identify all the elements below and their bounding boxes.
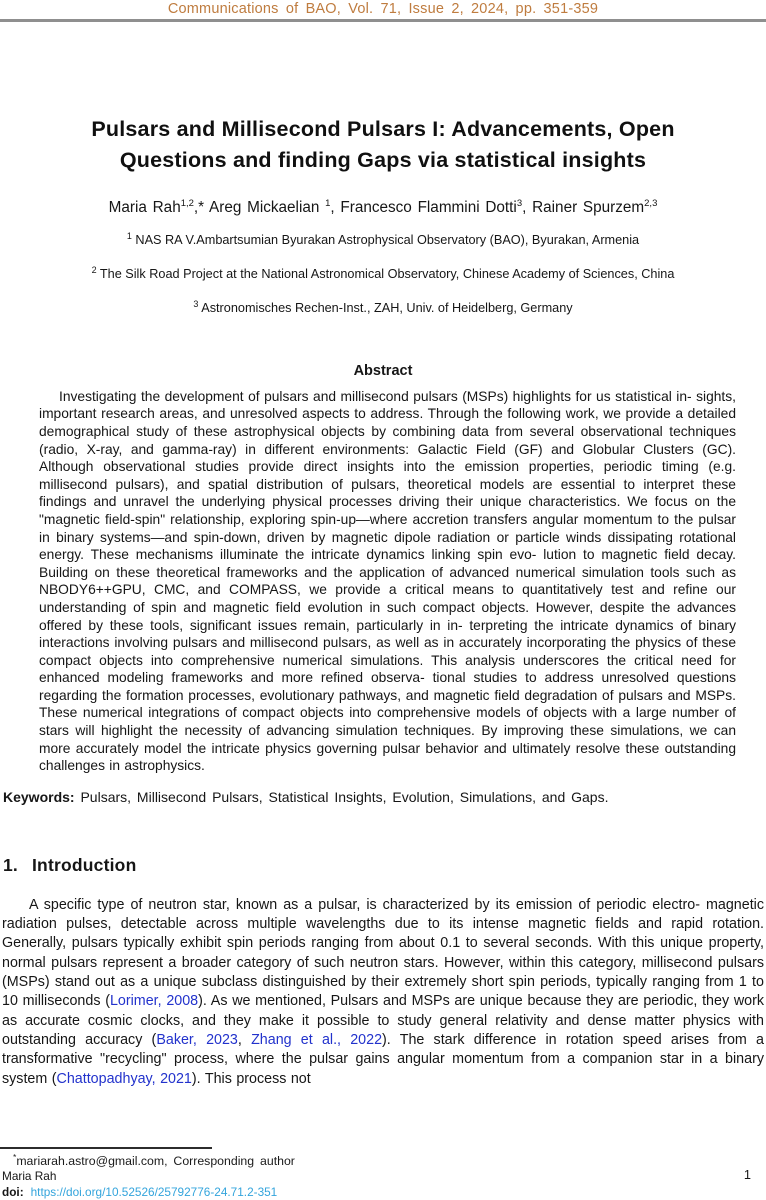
introduction-paragraph xyxy=(2,896,764,1089)
citation-link[interactable]: Zhang et al., 2022 xyxy=(251,1031,383,1048)
text-segment: ). This process not xyxy=(191,1070,311,1087)
superscript-text: 1,2 xyxy=(180,198,194,209)
author-line xyxy=(0,198,766,217)
footnote-divider-rule xyxy=(0,1147,212,1149)
superscript-text: 1 xyxy=(325,198,331,209)
superscript-text: 2,3 xyxy=(644,198,658,209)
page-number: 1 xyxy=(743,1167,751,1182)
superscript-text: 3 xyxy=(516,198,523,209)
doi-label: doi: xyxy=(2,1185,24,1199)
section-heading-introduction xyxy=(3,855,766,876)
abstract-heading: Abstract xyxy=(353,362,413,379)
paper-title-line-2: Questions and finding Gaps via statistical insights xyxy=(119,148,647,172)
paper-title-line-1: Pulsars and Millisecond Pulsars I: Advancements, Open xyxy=(91,117,675,141)
journal-header: Communications of BAO, Vol. 71, Issue 2, 2024, pp. 351-359 xyxy=(167,1,599,17)
abstract-text: Investigating the development of pulsars and millisecond pulsars (MSPs) highlights for us statistical in- sights, important research areas, and unresolved aspects to address. Through the following work, we provide a detailed demographical study of these astrophysical objects by combining data from several observational techniques (radio, X-ray, and gamma-ray) in different environments: Galactic Field (GF) and Globular Clusters (GC). Although observational studies provide direct insights into the emission properties, periodic timing (e.g. millisecond pulsars), and spatial distribution of pulsars, theoretical models are essential to interpret these findings and unravel the underlying physical processes driving their unique characteristics. We focus on the "magnetic field-spin" relationship, exploring spin-up—where accretion transfers angular momentum to the pulsar in binary systems—and spin-down, driven by magnetic dipole radiation or particle winds dissipating rotational energy. These mechanisms illuminate the intricate dynamics linking spin evo- lution to magnetic field decay. Building on these theoretical frameworks and the application of advanced numerical simulation tools such as NBODY6++GPU, CMC, and COMPASS, we provide a critical means to quantitatively test and refine our understanding of spin and magnetic field evolution in such compact objects. However, despite the advances offered by these tools, significant issues remain, particularly in in- terpreting the intricate dynamics of binary interactions involving pulsars and millisecond pulsars, as well as in accurately incorporating the physics of these compact objects into comprehensive numerical simulations. This analysis underscores the critical need for enhanced modeling frameworks and more refined observa- tional studies to address unresolved questions regarding the formation processes, evolutionary pathways, and magnetic field degradation of pulsars and MSPs. These numerical integrations of compact objects into comprehensive models of objects with a large number of stars will highlight the necessity of advancing simulation techniques. By improving these simulations, we can more accurately model the intricate physics governing pulsar behavior and ultimately resolve these outstanding challenges in astrophysics. xyxy=(39,388,736,774)
text-segment: ,* Areg Mickaelian xyxy=(193,199,326,217)
footer-author-name: Maria Rah xyxy=(2,1169,57,1183)
text-segment: A specific type of neutron star, known as a pulsar, is characterized by its emission of periodic electro- magnetic radiation pulses, detectable across multiple wavelengths due to its intense magnetic fields and rapid rotation. Generally, pulsars typically exhibit spin periods ranging from about 0.1 to several seconds. With this unique property, normal pulsars represent a broader category of such neutron stars. However, within this category, millisecond pulsars (MSPs) stand out as a unique subclass distinguished by their extremely short spin periods, typically ranging from 1 to 10 milliseconds ( xyxy=(2,896,764,1010)
text-segment: Astronomisches Rechen-Inst., ZAH, Univ. of Heidelberg, Germany xyxy=(198,300,573,315)
text-segment: mariarah.astro@gmail.com, Corresponding author xyxy=(16,1154,295,1169)
superscript-text: 2 xyxy=(91,264,97,275)
keywords-line xyxy=(3,789,736,805)
text-segment: ). As we mentioned, Pulsars and MSPs are unique because they are periodic, they work as accurate cosmic clocks, and they make it possible to study general relativity and dense matter physics with outstanding accuracy ( xyxy=(2,993,765,1048)
paper-title xyxy=(0,114,766,176)
footer-doi-line xyxy=(2,1185,277,1199)
affiliations-block xyxy=(0,231,766,315)
text-segment: ). The stark difference in rotation speed arises from a transformative "recycling" process, where the pulsar gains angular momentum from a companion star in a binary system ( xyxy=(2,1031,764,1087)
affiliation-2 xyxy=(0,265,766,281)
text-segment: , xyxy=(237,1031,252,1048)
page-footer xyxy=(0,1147,766,1200)
affiliation-1 xyxy=(0,231,766,247)
affiliation-3 xyxy=(0,299,766,315)
citation-link[interactable]: Baker, 2023 xyxy=(156,1031,238,1048)
superscript-text: * xyxy=(13,1152,17,1162)
section-number: 1. xyxy=(3,854,18,875)
text-segment: , Rainer Spurzem xyxy=(522,199,645,217)
text-segment: Maria Rah xyxy=(108,199,181,217)
corresponding-author-footnote xyxy=(13,1152,295,1168)
citation-link[interactable]: Chattopadhyay, 2021 xyxy=(56,1070,192,1087)
text-segment: NAS RA V.Ambartsumian Byurakan Astrophysical Observatory (BAO), Byurakan, Armenia xyxy=(131,233,640,248)
text-segment: , Francesco Flammini Dotti xyxy=(330,199,517,217)
header-divider-rule xyxy=(0,19,766,22)
citation-link[interactable]: Lorimer, 2008 xyxy=(109,993,199,1010)
section-title: Introduction xyxy=(32,854,137,875)
superscript-text: 3 xyxy=(193,298,199,309)
keywords-label: Keywords: xyxy=(3,788,75,805)
superscript-text: 1 xyxy=(126,231,132,242)
text-segment: The Silk Road Project at the National Astronomical Observatory, Chinese Academy of Sciences, China xyxy=(96,267,675,282)
doi-link[interactable]: https://doi.org/10.52526/25792776-24.71.2-351 xyxy=(30,1185,278,1199)
keywords-text: Pulsars, Millisecond Pulsars, Statistical Insights, Evolution, Simulations, and Gaps. xyxy=(74,788,609,805)
